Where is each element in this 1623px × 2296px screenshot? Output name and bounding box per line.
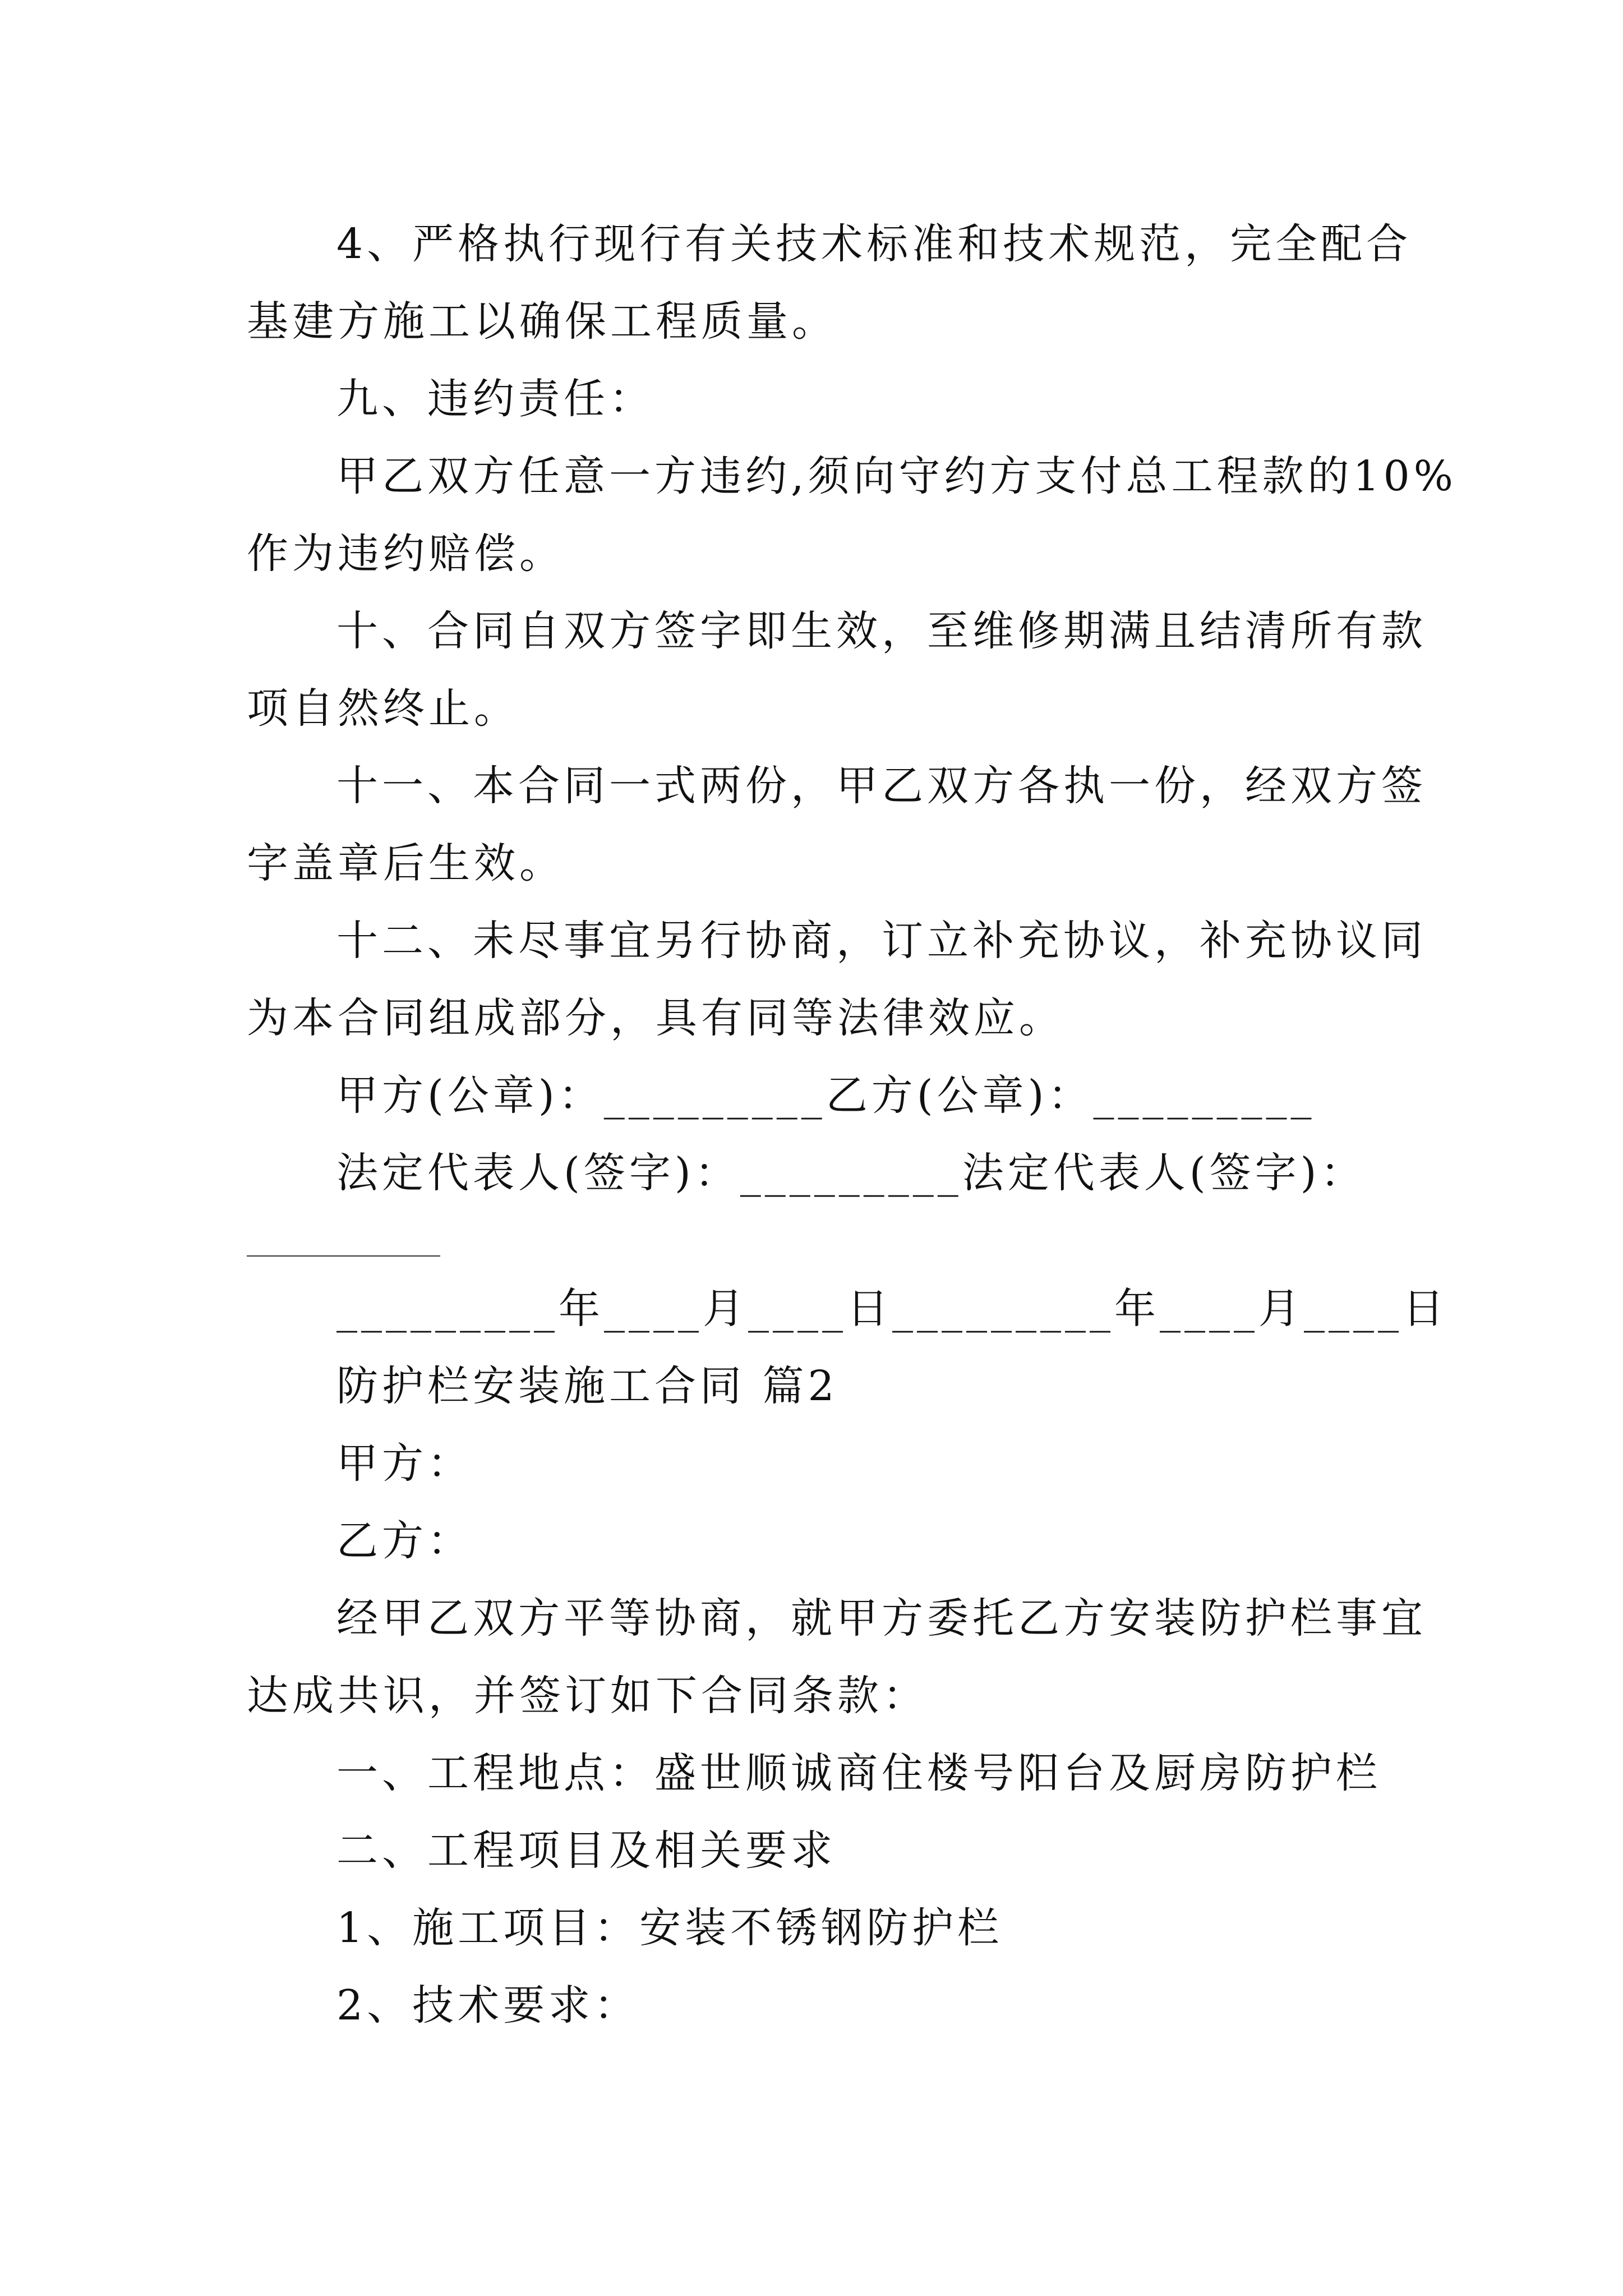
clause-10-line-1: 十、合同自双方签字即生效，至维修期满且结清所有款 bbox=[336, 607, 1427, 655]
clause-12-line-2: 为本合同组成部分，具有同等法律效应。 bbox=[247, 994, 1064, 1042]
clause-11-line-2: 字盖章后生效。 bbox=[247, 839, 565, 887]
clause-11-line-1: 十一、本合同一式两份，甲乙双方各执一份，经双方签 bbox=[336, 762, 1427, 810]
date-line: _________年____月____日_________年____月____日 bbox=[336, 1285, 1448, 1333]
clause-2-item-1: 1、施工项目：安装不锈钢防护栏 bbox=[336, 1904, 1003, 1952]
section-2-title: 防护栏安装施工合同 篇2 bbox=[336, 1362, 838, 1410]
clause-8-4-line-2: 基建方施工以确保工程质量。 bbox=[247, 297, 837, 346]
signature-blank-rule bbox=[247, 1255, 440, 1257]
clause-2-item-2: 2、技术要求： bbox=[336, 1981, 640, 2030]
clause-8-4-line-1: 4、严格执行现行有关技术标准和技术规范，完全配合 bbox=[336, 220, 1412, 268]
party-b-label: 乙方： bbox=[336, 1517, 473, 1565]
seal-line: 甲方(公章)：_________乙方(公章)：_________ bbox=[336, 1071, 1316, 1120]
preamble-line-2: 达成共识，并签订如下合同条款： bbox=[247, 1672, 928, 1720]
clause-2-heading: 二、工程项目及相关要求 bbox=[336, 1826, 836, 1875]
preamble-line-1: 经甲乙双方平等协商，就甲方委托乙方安装防护栏事宜 bbox=[336, 1594, 1427, 1642]
clause-10-line-2: 项自然终止。 bbox=[247, 684, 519, 733]
clause-9-heading: 九、违约责任： bbox=[336, 375, 654, 423]
clause-1-location: 一、工程地点：盛世顺诚商住楼号阳台及厨房防护栏 bbox=[336, 1749, 1381, 1797]
clause-12-line-1: 十二、未尽事宜另行协商，订立补充协议，补充协议同 bbox=[336, 917, 1427, 965]
party-a-label: 甲方： bbox=[336, 1439, 473, 1488]
clause-9-line-1: 甲乙双方任意一方违约,须向守约方支付总工程款的10% bbox=[336, 452, 1457, 500]
clause-9-line-2: 作为违约赔偿。 bbox=[247, 530, 565, 578]
signature-line: 法定代表人(签字)：_________法定代表人(签字)： bbox=[336, 1149, 1366, 1197]
